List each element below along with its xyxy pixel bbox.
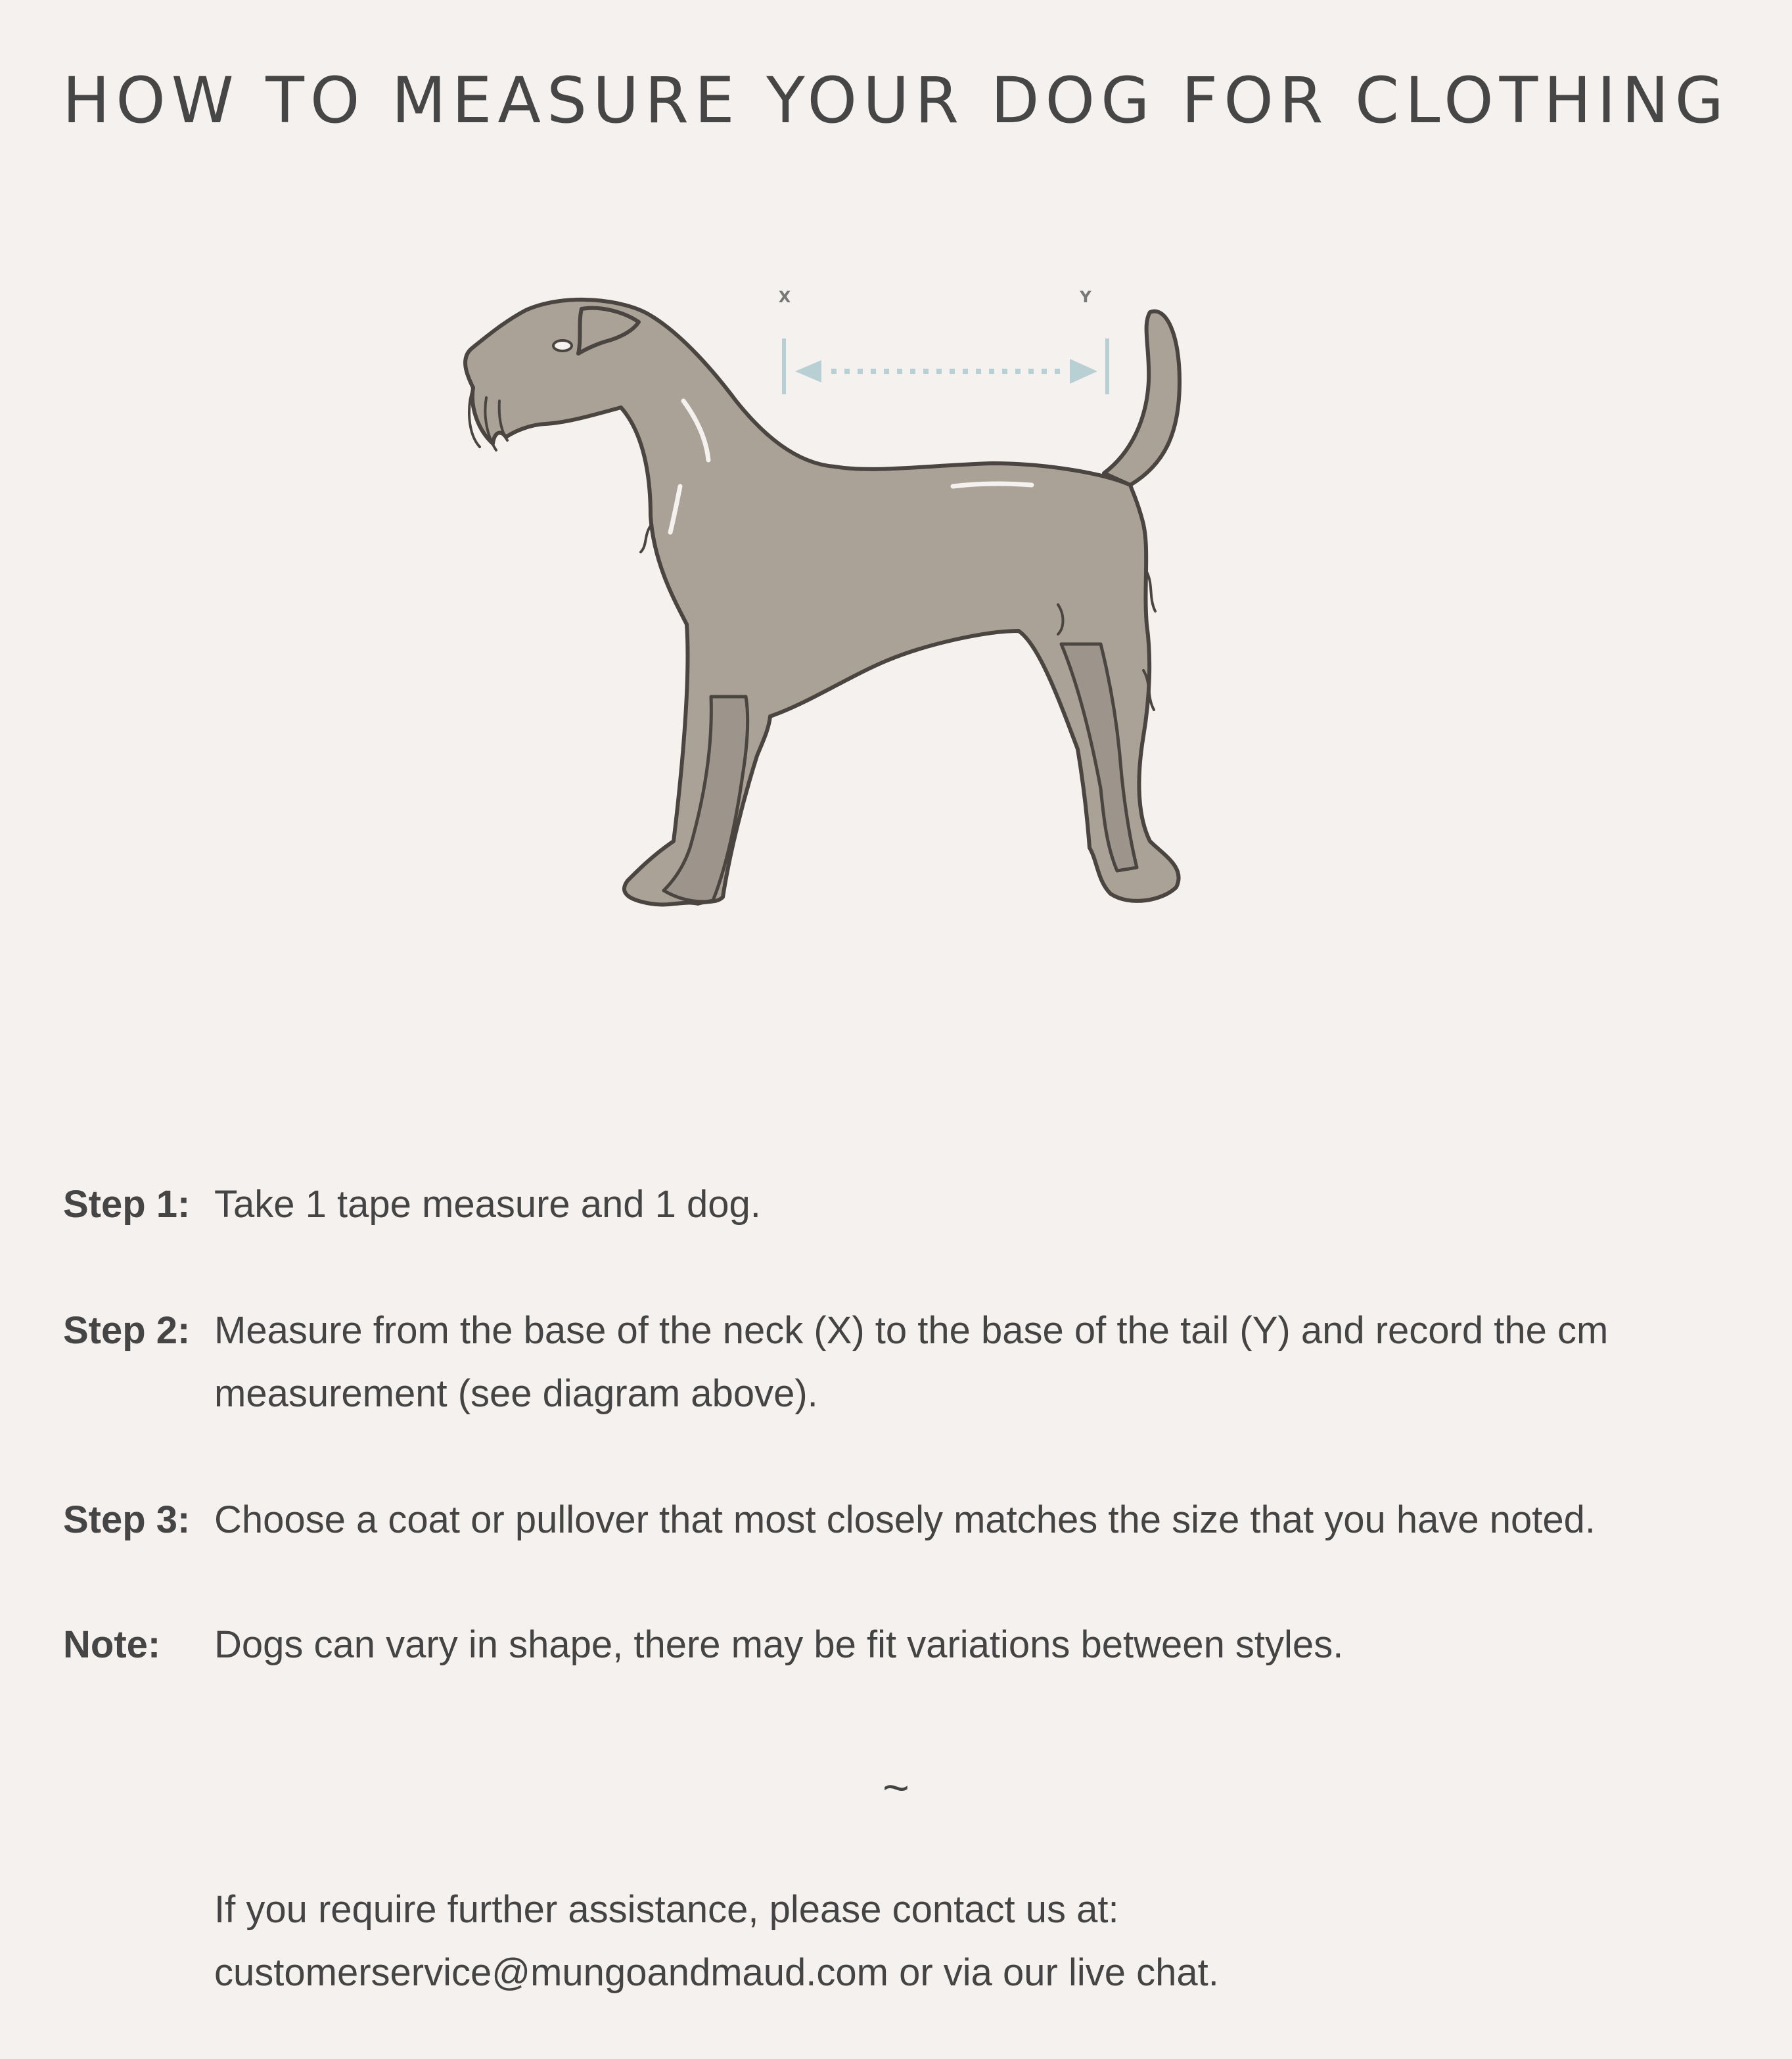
step-1 — [63, 1173, 1745, 1236]
step-text: Choose a coat or pullover that most closely matches the size that you have noted. — [214, 1498, 1596, 1541]
contact-line-1: If you require further assistance, please contact us at: — [214, 1888, 1119, 1931]
step-text — [214, 1299, 1706, 1425]
marker-x-label: X — [778, 288, 791, 306]
step-text-line: measurement (see diagram above). — [214, 1372, 818, 1415]
measurement-arrow — [784, 338, 1107, 394]
step-label: Step 3: — [63, 1498, 191, 1541]
note-text: Dogs can vary in shape, there may be fit variations between styles. — [214, 1623, 1344, 1666]
dog-measuring-diagram — [453, 276, 1242, 960]
marker-y-label: Y — [1080, 288, 1091, 306]
contact-info — [214, 1878, 1660, 2004]
dog-body — [465, 300, 1179, 905]
dog-eye — [553, 340, 572, 351]
note — [63, 1613, 1745, 1677]
step-text: Take 1 tape measure and 1 dog. — [214, 1183, 761, 1226]
step-2 — [63, 1299, 1745, 1425]
note-label: Note: — [63, 1623, 161, 1666]
dog-tail — [1104, 312, 1180, 485]
contact-line-2: customerservice@mungoandmaud.com or via our live chat. — [214, 1951, 1219, 1994]
step-label: Step 2: — [63, 1309, 191, 1352]
dog-illustration — [465, 300, 1180, 905]
step-text-line: Measure from the base of the neck (X) to the base of the tail (Y) and record the cm — [214, 1309, 1609, 1352]
page-title: HOW TO MEASURE YOUR DOG FOR CLOTHING — [62, 64, 1730, 137]
divider-tilde: ~ — [883, 1762, 909, 1813]
step-label: Step 1: — [63, 1183, 191, 1226]
step-3 — [63, 1489, 1745, 1552]
